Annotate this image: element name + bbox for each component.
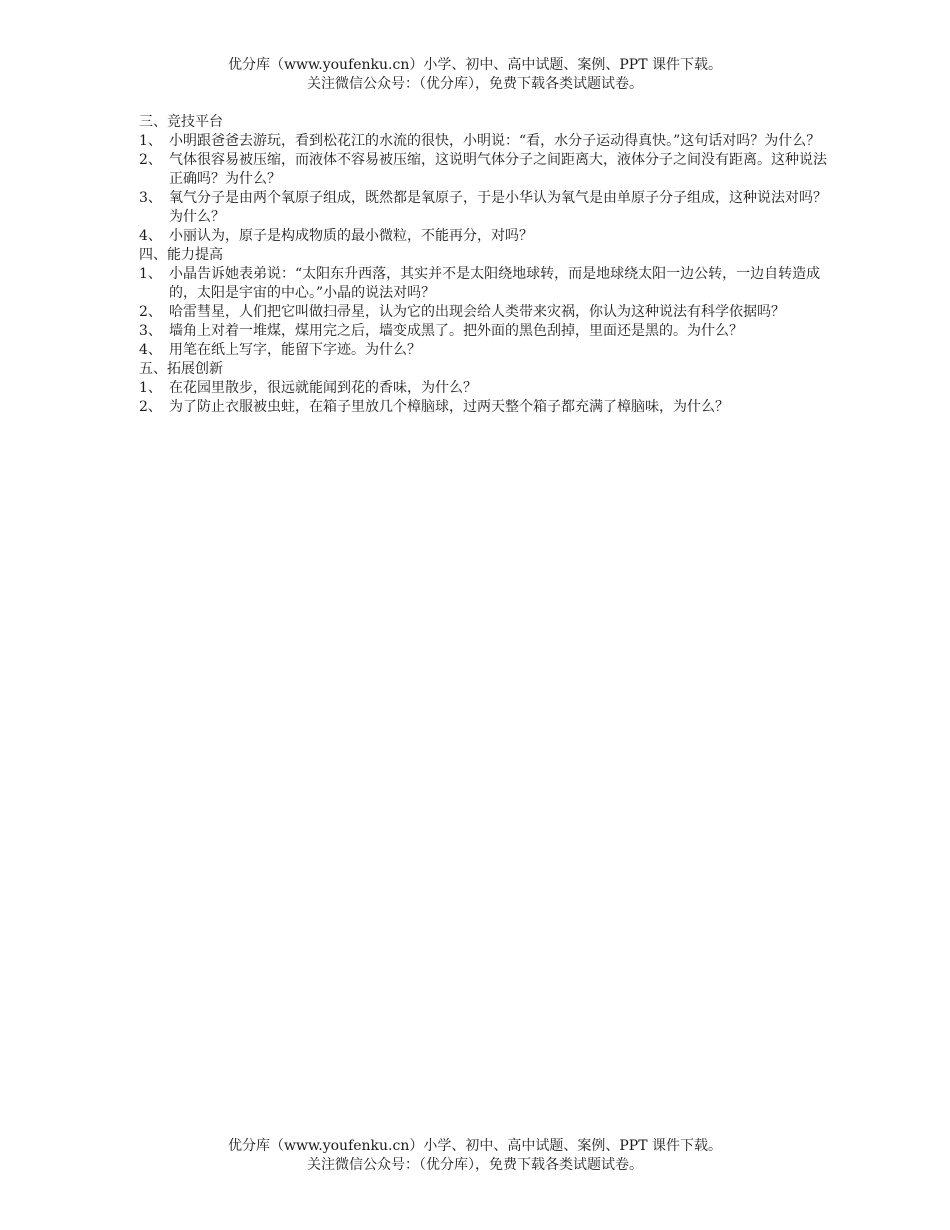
question-item — [139, 151, 829, 189]
question-number: 1、 — [139, 380, 162, 396]
question-text: 在花园里散步，很远就能闻到花的香味，为什么？ — [169, 380, 477, 396]
question-number: 2、 — [139, 399, 162, 415]
question-number: 4、 — [139, 228, 162, 244]
question-item — [139, 227, 829, 246]
section-extension — [139, 360, 829, 417]
question-number: 3、 — [139, 323, 162, 339]
question-item — [139, 379, 829, 398]
section-title: 五、拓展创新 — [139, 361, 223, 377]
page-footer — [0, 1137, 950, 1175]
question-text: 小丽认为，原子是构成物质的最小微粒，不能再分，对吗？ — [169, 228, 533, 244]
question-number: 4、 — [139, 342, 162, 358]
document-body — [139, 113, 829, 417]
question-number: 1、 — [139, 133, 162, 149]
section-competition — [139, 113, 829, 246]
footer-line-2: 关注微信公众号：（优分库），免费下载各类试题试卷。 — [307, 1157, 643, 1173]
question-number: 3、 — [139, 190, 162, 206]
question-number: 2、 — [139, 152, 162, 168]
question-text: 氧气分子是由两个氧原子组成，既然都是氧原子，于是小华认为氧气是由单原子分子组成，这种说法对吗？为什么？ — [169, 190, 827, 225]
question-item — [139, 398, 829, 417]
question-item — [139, 322, 829, 341]
section-title: 四、能力提高 — [139, 247, 223, 263]
question-text: 用笔在纸上写字，能留下字迹。为什么？ — [169, 342, 421, 358]
question-item — [139, 132, 829, 151]
section-ability — [139, 246, 829, 360]
question-item — [139, 341, 829, 360]
question-text: 气体很容易被压缩，而液体不容易被压缩，这说明气体分子之间距离大，液体分子之间没有距离。这种说法正确吗？为什么？ — [169, 152, 827, 187]
header-line-2: 关注微信公众号：（优分库），免费下载各类试题试卷。 — [307, 76, 643, 92]
question-number: 2、 — [139, 304, 162, 320]
question-text: 墙角上对着一堆煤，煤用完之后，墙变成黑了。把外面的黑色刮掉，里面还是黑的。为什么？ — [169, 323, 743, 339]
question-item — [139, 303, 829, 322]
question-text: 哈雷彗星，人们把它叫做扫帚星，认为它的出现会给人类带来灾祸，你认为这种说法有科学依据吗？ — [169, 304, 785, 320]
question-item — [139, 189, 829, 227]
question-text: 为了防止衣服被虫蛀，在箱子里放几个樟脑球，过两天整个箱子都充满了樟脑味，为什么？ — [169, 399, 729, 415]
question-item — [139, 265, 829, 303]
footer-line-1: 优分库（www.youfenku.cn）小学、初中、高中试题、案例、PPT 课件下载。 — [227, 1138, 722, 1154]
question-text: 小晶告诉她表弟说：“太阳东升西落，其实并不是太阳绕地球转，而是地球绕太阳一边公转，一边自转造成的，太阳是宇宙的中心。”小晶的说法对吗？ — [169, 266, 821, 301]
question-number: 1、 — [139, 266, 162, 282]
header-line-1: 优分库（www.youfenku.cn）小学、初中、高中试题、案例、PPT 课件下载。 — [227, 57, 722, 73]
question-text: 小明跟爸爸去游玩，看到松花江的水流的很快，小明说：“看，水分子运动得真快。”这句话对吗？为什么？ — [169, 133, 821, 149]
page-header — [0, 56, 950, 94]
section-title: 三、竞技平台 — [139, 114, 223, 130]
